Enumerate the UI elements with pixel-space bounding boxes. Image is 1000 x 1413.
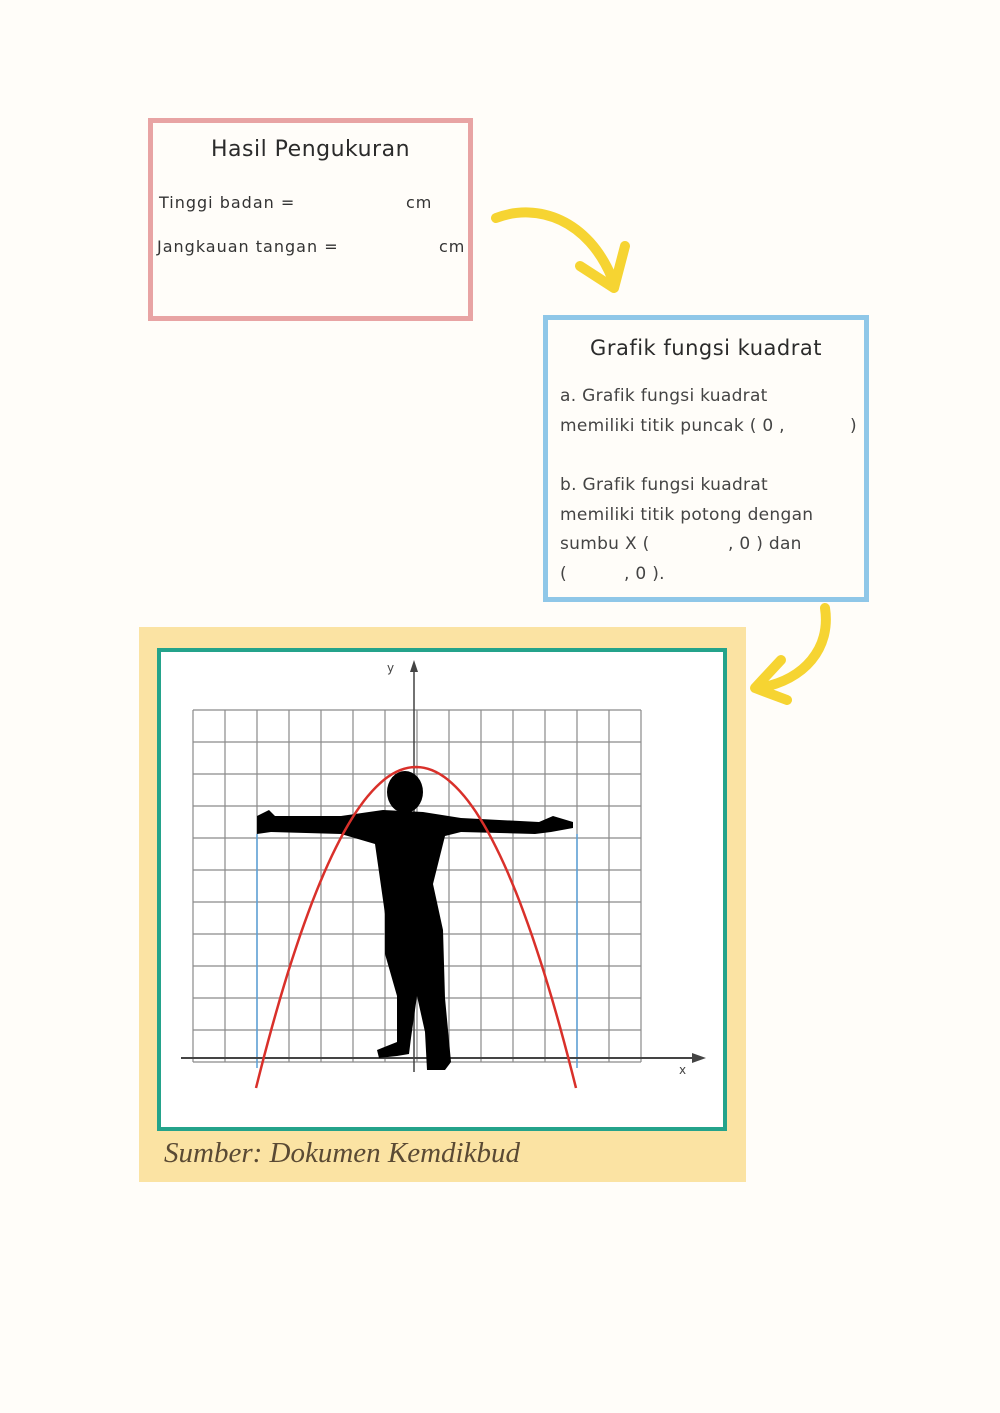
curved-arrow-icon	[745, 600, 845, 705]
question-a-line1: a. Grafik fungsi kuadrat	[560, 386, 768, 406]
y-axis-label: y	[387, 661, 395, 675]
question-b-line3b: , 0 ) dan	[728, 534, 802, 554]
x-axis-label: x	[679, 1063, 687, 1077]
question-b-line3a: sumbu X (	[560, 534, 650, 554]
figure-frame	[139, 627, 746, 1182]
question-a-line2: memiliki titik puncak ( 0 ,	[560, 415, 785, 436]
question-a	[560, 382, 860, 441]
question-b-line1: b. Grafik fungsi kuadrat	[560, 475, 769, 495]
reach-unit: cm	[439, 237, 466, 256]
reach-label: Jangkauan tangan =	[157, 237, 339, 256]
question-a-close: )	[850, 415, 857, 436]
height-unit: cm	[406, 193, 433, 212]
figure-caption: Sumber: Dokumen Kemdikbud	[164, 1137, 520, 1169]
parabola-silhouette-figure	[161, 652, 723, 1127]
curved-arrow-icon	[488, 200, 638, 300]
quadratic-questions-card	[543, 315, 869, 602]
question-b	[560, 471, 860, 589]
question-b-line4a: (	[560, 563, 567, 584]
x-axis-arrow-icon	[692, 1053, 706, 1063]
quadratic-title: Grafik fungsi kuadrat	[590, 336, 822, 360]
figure-image	[157, 648, 727, 1131]
question-b-line4b: , 0 ).	[624, 563, 665, 584]
height-label: Tinggi badan =	[159, 193, 296, 212]
measurement-card	[148, 118, 473, 321]
question-b-line2: memiliki titik potong dengan	[560, 504, 814, 525]
y-axis-arrow-icon	[410, 660, 418, 672]
measurement-title: Hasil Pengukuran	[210, 137, 411, 162]
